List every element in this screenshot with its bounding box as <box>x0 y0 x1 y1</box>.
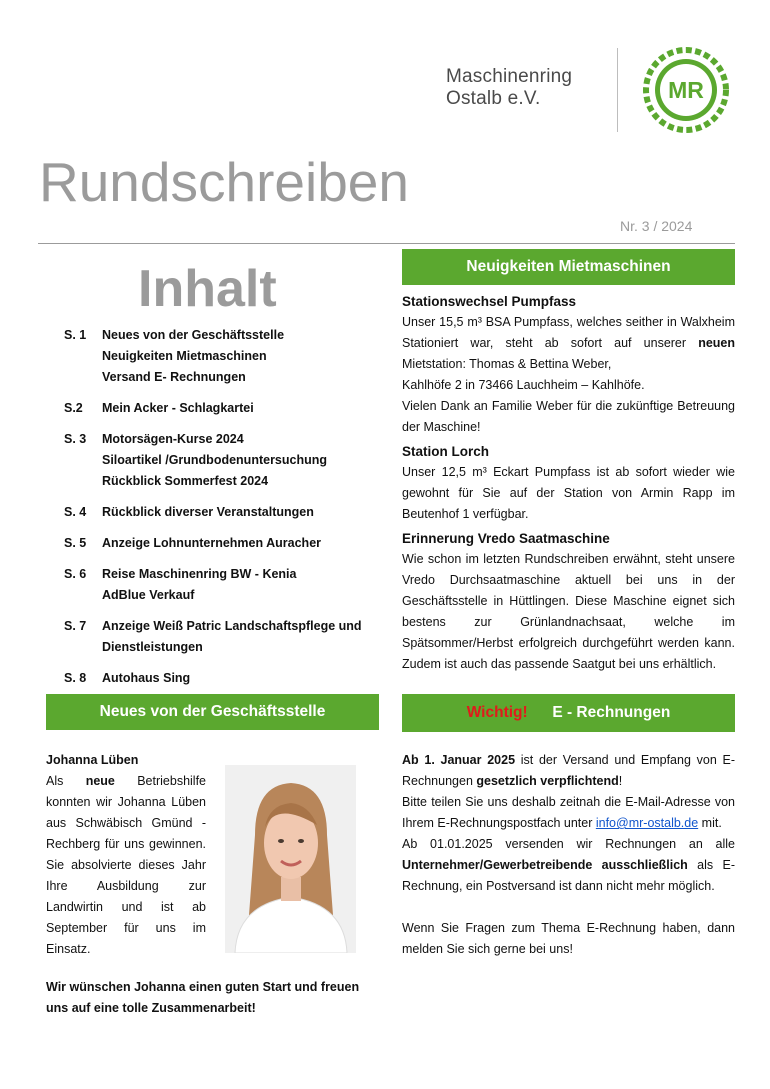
erechnung-section <box>402 750 735 960</box>
document-title: Rundschreiben <box>39 151 409 213</box>
toc-entry <box>64 616 380 658</box>
paragraph: Vielen Dank an Familie Weber für die zukünftige Betreuung der Maschine! <box>402 399 735 434</box>
toc-page: S.2 <box>64 401 83 415</box>
toc-item: Rückblick Sommerfest 2024 <box>102 474 269 488</box>
mr-logo-icon <box>642 46 730 134</box>
issue-number: Nr. 3 / 2024 <box>620 218 693 234</box>
toc-item: Reise Maschinenring BW - Kenia <box>102 567 297 581</box>
toc-page: S. 4 <box>64 505 87 519</box>
toc-page: S. 5 <box>64 536 87 550</box>
org-name-line1: Maschinenring <box>446 66 573 87</box>
paragraph: Wenn Sie Fragen zum Thema E-Rechnung haben, dann melden Sie sich gerne bei uns! <box>402 921 735 956</box>
table-of-contents <box>64 325 380 699</box>
toc-item: AdBlue Verkauf <box>102 588 195 602</box>
paragraph: Kahlhöfe 2 in 73466 Lauchheim – Kahlhöfe. <box>402 378 645 392</box>
toc-item: Anzeige Lohnunternehmen Auracher <box>102 536 322 550</box>
staff-name: Johanna Lüben <box>46 753 139 767</box>
toc-item: Motorsägen-Kurse 2024 <box>102 432 244 446</box>
toc-page: S. 8 <box>64 671 87 685</box>
toc-page: S. 6 <box>64 567 87 581</box>
toc-entry <box>64 564 380 606</box>
toc-title: Inhalt <box>138 260 277 318</box>
section-heading: Stationswechsel Pumpfass <box>402 294 577 309</box>
erechnung-banner <box>402 694 735 732</box>
erechnung-banner-title: E - Rechnungen <box>552 704 671 721</box>
toc-page: S. 7 <box>64 619 87 633</box>
toc-page: S. 3 <box>64 432 87 446</box>
paragraph: Bitte teilen Sie uns deshalb zeitnah die E-Mail-Adresse von Ihrem E-Rechnungspostfach unter info@mr-ostalb.de mit. <box>402 795 735 830</box>
toc-item: Mein Acker - Schlagkartei <box>102 401 254 415</box>
toc-item: Neues von der Geschäftsstelle <box>102 328 285 342</box>
mietmaschinen-section <box>402 292 735 675</box>
header-divider <box>617 48 618 132</box>
org-name-line2: Ostalb e.V. <box>446 88 541 109</box>
paragraph: Unser 15,5 m³ BSA Pumpfass, welches seither in Walxheim Stationiert war, steht ab sofort auf unserer neuen Mietstation: Thomas & Bettina Weber, <box>402 315 735 371</box>
toc-entry <box>64 668 380 689</box>
portrait-image <box>225 765 356 953</box>
toc-entry <box>64 325 380 388</box>
toc-item: Siloartikel /Grundbodenuntersuchung <box>102 453 328 467</box>
paragraph: Wie schon im letzten Rundschreiben erwähnt, steht unsere Vredo Durchsaatmaschine aktuell bei uns in der Geschäftsstelle in Hüttlingen. Diese Maschine eignet sich bestens zur Grünlandnachsaat, welche im Spätsommer/Herbst erfolgreich durchgeführt werden kann. Zudem ist auch das passende Saatgut bei uns erhältlich. <box>402 552 735 671</box>
toc-item: Rückblick diverser Veranstaltungen <box>102 505 314 519</box>
email-link[interactable]: info@mr-ostalb.de <box>595 816 699 830</box>
geschaeftsstelle-banner: Neues von der Geschäftsstelle <box>46 694 379 730</box>
paragraph: Ab 01.01.2025 versenden wir Rechnungen an alle Unternehmer/Gewerbetreibende ausschließlich als E-Rechnung, ein Postversand ist dann nicht mehr möglich. <box>402 837 735 893</box>
paragraph: Als neue Betriebshilfe konnten wir Johanna Lüben aus Schwäbisch Gmünd - Rechberg für uns gewinnen. Sie absolvierte dieses Jahr Ihre Ausbildung zur Landwirtin und ist ab September für uns im Einsatz. <box>46 774 207 956</box>
section-heading: Erinnerung Vredo Saatmaschine <box>402 531 610 546</box>
paragraph: Unser 12,5 m³ Eckart Pumpfass ist ab sofort wieder wie gewohnt für Sie auf der Station von Armin Rapp im Beutenhof 1 verfügbar. <box>402 465 735 521</box>
org-name <box>446 66 572 110</box>
staff-intro <box>46 750 206 960</box>
toc-item: Neuigkeiten Mietmaschinen <box>102 349 267 363</box>
toc-entry <box>64 502 380 523</box>
toc-entry <box>64 429 380 492</box>
toc-entry <box>64 533 380 554</box>
closing-text: Wir wünschen Johanna einen guten Start und freuen uns auf eine tolle Zusammenarbeit! <box>46 980 360 1015</box>
toc-entry <box>64 398 380 419</box>
toc-page: S. 1 <box>64 328 87 342</box>
toc-item: Anzeige Weiß Patric Landschaftspflege und <box>102 619 362 633</box>
warning-label: Wichtig! <box>466 704 528 721</box>
mietmaschinen-banner: Neuigkeiten Mietmaschinen <box>402 249 735 285</box>
toc-item: Dienstleistungen <box>102 640 203 654</box>
logo-text: MR <box>668 77 704 103</box>
title-rule <box>38 243 735 244</box>
toc-item: Autohaus Sing <box>102 671 191 685</box>
toc-item: Versand E- Rechnungen <box>102 370 246 384</box>
paragraph: Ab 1. Januar 2025 ist der Versand und Empfang von E-Rechnungen gesetzlich verpflichtend! <box>402 753 735 788</box>
section-heading: Station Lorch <box>402 444 489 459</box>
staff-photo <box>225 765 356 953</box>
